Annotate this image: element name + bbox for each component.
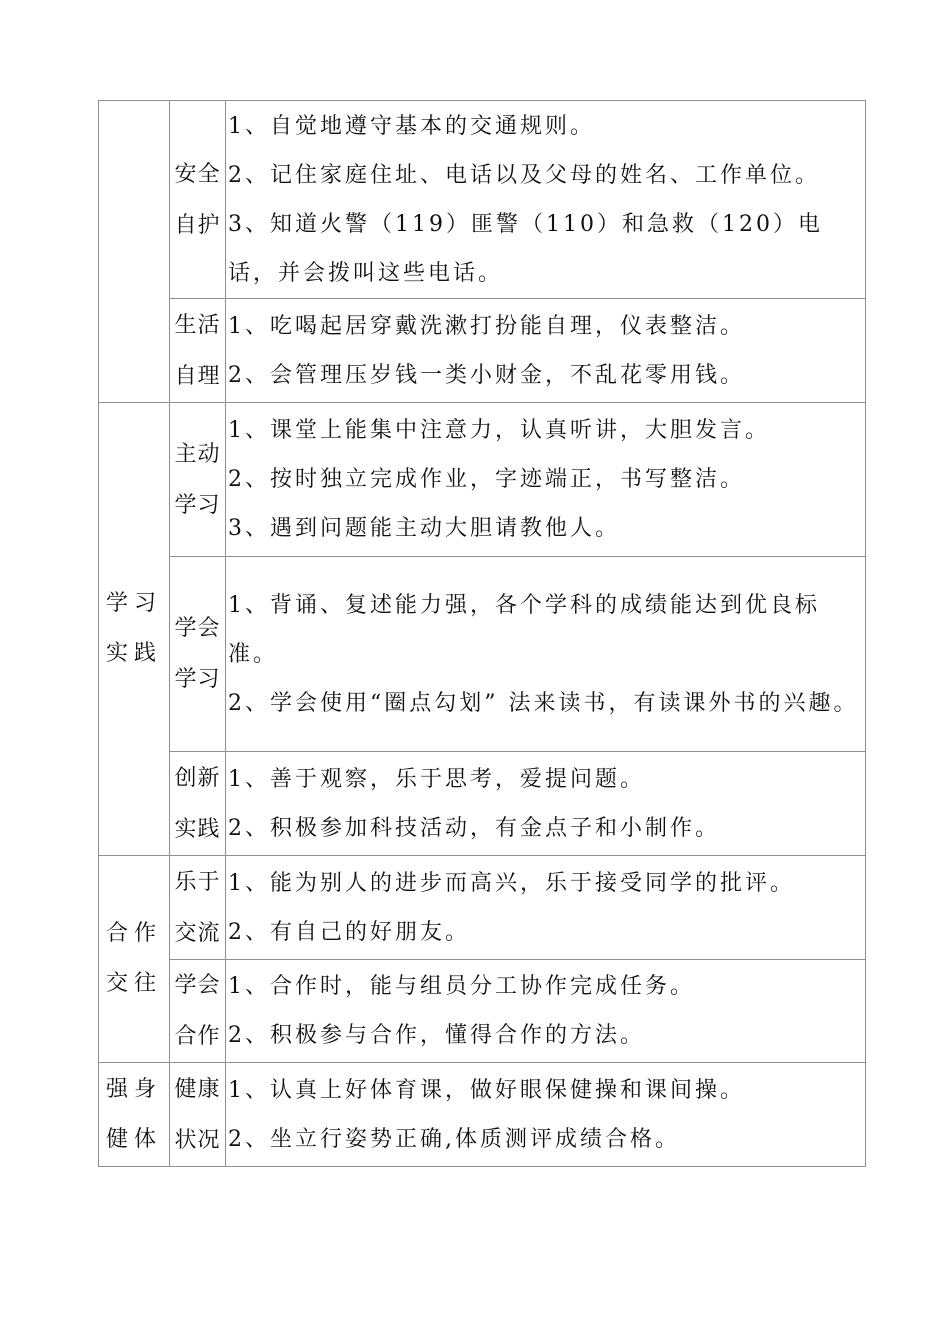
list-item: 1、背诵、复述能力强，各个学科的成绩能达到优良标准。 <box>228 592 820 667</box>
items-cell <box>226 960 866 1063</box>
list-item: 2、按时独立完成作业，字迹端正，书写整洁。 <box>228 467 745 492</box>
list-item: 2、会管理压岁钱一类小财金，不乱花零用钱。 <box>228 362 745 388</box>
category-cell-safety-life <box>99 101 170 403</box>
category-cell-study-practice <box>99 403 170 856</box>
table-row <box>99 403 866 557</box>
subcategory-cell <box>170 403 226 557</box>
list-item: 2、记住家庭住址、电话以及父母的姓名、工作单位。 <box>228 162 820 188</box>
category-cell-fitness <box>99 1063 170 1167</box>
subcategory-cell <box>170 101 226 299</box>
items-cell <box>226 557 866 752</box>
category-label-line1: 合作 <box>105 921 162 946</box>
subcategory-label: 主动 <box>174 441 221 467</box>
subcategory-label: 自护 <box>174 212 221 238</box>
subcategory-label: 学会 <box>174 616 221 641</box>
list-item: 1、合作时，能与组员分工协作完成任务。 <box>228 974 695 999</box>
category-label-line1: 学习 <box>105 591 162 616</box>
list-item: 2、积极参与合作，懂得合作的方法。 <box>228 1023 645 1048</box>
list-item: 3、知道火警（119）匪警（110）和急救（120）电话，并会拨叫这些电话。 <box>228 211 823 286</box>
subcategory-label: 生活 <box>174 312 221 338</box>
subcategory-cell <box>170 960 226 1063</box>
subcategory-cell <box>170 1063 226 1167</box>
list-item: 1、善于观察，乐于思考，爱提问题。 <box>228 766 645 792</box>
items-cell <box>226 299 866 403</box>
list-item: 3、遇到问题能主动大胆请教他人。 <box>228 516 620 541</box>
subcategory-label: 自理 <box>174 363 221 389</box>
subcategory-label: 交流 <box>174 920 221 946</box>
items-cell <box>226 752 866 856</box>
items-cell <box>226 1063 866 1167</box>
subcategory-label: 安全 <box>174 161 221 187</box>
list-item: 2、坐立行姿势正确,体质测评成绩合格。 <box>228 1126 680 1152</box>
subcategory-label: 实践 <box>174 816 221 842</box>
subcategory-label: 健康 <box>174 1076 221 1102</box>
list-item: 1、自觉地遵守基本的交通规则。 <box>228 113 595 139</box>
items-cell <box>226 856 866 960</box>
category-label-line2: 健体 <box>105 1126 162 1152</box>
subcategory-label: 学会 <box>174 973 221 998</box>
list-item: 2、学会使用“圈点勾划” 法来读书，有读课外书的兴趣。 <box>228 690 859 716</box>
subcategory-label: 学习 <box>174 667 221 692</box>
table-row <box>99 1063 866 1167</box>
subcategory-label: 学习 <box>174 492 221 518</box>
subcategory-cell <box>170 752 226 856</box>
subcategory-cell <box>170 557 226 752</box>
category-label-line1: 强身 <box>105 1076 162 1102</box>
list-item: 1、吃喝起居穿戴洗漱打扮能自理，仪表整洁。 <box>228 313 745 339</box>
subcategory-label: 状况 <box>174 1127 221 1153</box>
evaluation-table <box>98 100 866 1167</box>
list-item: 2、有自己的好朋友。 <box>228 919 470 945</box>
subcategory-cell <box>170 856 226 960</box>
subcategory-cell <box>170 299 226 403</box>
table-row <box>99 101 866 299</box>
subcategory-label: 乐于 <box>174 869 221 895</box>
subcategory-label: 合作 <box>174 1024 221 1049</box>
table-row <box>99 856 866 960</box>
list-item: 2、积极参加科技活动，有金点子和小制作。 <box>228 815 720 841</box>
table-row <box>99 752 866 856</box>
subcategory-label: 创新 <box>174 765 221 791</box>
table-row <box>99 299 866 403</box>
table-row <box>99 960 866 1063</box>
category-label-line2: 实践 <box>105 641 162 666</box>
items-cell <box>226 101 866 299</box>
list-item: 1、认真上好体育课，做好眼保健操和课间操。 <box>228 1077 745 1103</box>
items-cell <box>226 403 866 557</box>
list-item: 1、课堂上能集中注意力，认真听讲，大胆发言。 <box>228 418 770 443</box>
table-row <box>99 557 866 752</box>
list-item: 1、能为别人的进步而高兴，乐于接受同学的批评。 <box>228 870 795 896</box>
category-cell-cooperation <box>99 856 170 1063</box>
category-label-line2: 交往 <box>105 971 162 996</box>
